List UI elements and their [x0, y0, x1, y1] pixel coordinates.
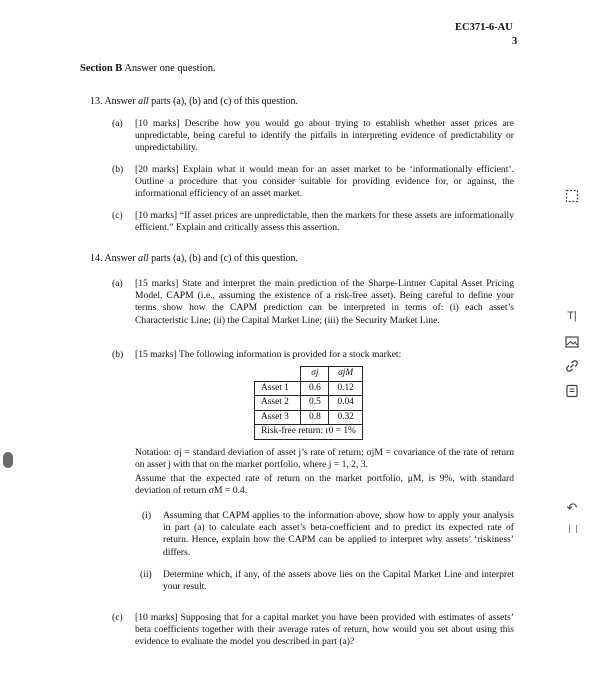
table-cell: 0.04 [329, 396, 362, 411]
page-number: 3 [512, 36, 518, 47]
subpart-label: (ii) [140, 569, 152, 580]
intro-text: parts (a), (b) and (c) of this question. [148, 253, 299, 264]
intro-text: parts (a), (b) and (c) of this question. [148, 96, 299, 107]
q13-part-b: [20 marks] Explain what it would mean for an asset market to be ‘informationally efficient’. Outline a procedure that you consider suitable for providing evidence for, or against, the informational efficiency of an asset market. [135, 164, 514, 200]
q14-part-b-i: Assuming that CAPM applies to the information above, show how to apply your analysis in part (a) to calculate each asset’s beta-coefficient and to predict its expected rate of return. Hence, explain how the CAPM can be applied to interpret why assets’ ‘riskiness’ differs. [163, 510, 514, 558]
q13-part-c: [10 marks] “If asset prices are unpredictable, then the markets for these assets are informationally efficient.” Explain and critically assess this assertion. [135, 210, 514, 234]
section-instruction: Answer one question. [124, 63, 216, 74]
table-corner [255, 367, 301, 382]
table-header-row [255, 367, 363, 382]
table-row [255, 396, 363, 411]
q13-part-a: [10 marks] Describe how you would go about trying to establish whether asset prices are unpredictable, being careful to identify the pitfalls in interpreting evidence of predictability or unpredictability. [135, 118, 514, 154]
intro-emphasis: all [138, 253, 149, 264]
toolbar-grip[interactable] [569, 525, 577, 533]
link-icon[interactable] [563, 357, 581, 375]
table-header-sigma: σj [301, 367, 329, 382]
table-row [255, 381, 363, 396]
table-row [255, 410, 363, 425]
notation-text: Notation: σj = standard deviation of asset j’s rate of return; σjM = covariance of the rate of return on asset j with that on the market portfolio, where j = 1, 2, 3. [135, 447, 514, 471]
part-label: (b) [112, 349, 124, 360]
course-code: EC371-6-AU [455, 22, 513, 33]
select-area-icon[interactable] [563, 187, 581, 205]
table-cell: Asset 1 [255, 381, 301, 396]
q14-part-c: [10 marks] Supposing that for a capital market you have been provided with estimates of assets’ beta coefficients together with their average rates of return, how would you set about using this evidence to evaluate the model you described in part (a)? [135, 612, 514, 648]
q14-part-a: [15 marks] State and interpret the main prediction of the Sharpe-Lintner Capital Asset Pricing Model, CAPM (i.e., assuming the existence of a risk-free asset). Being careful to define your terms show how the CAPM prediction can be interpreted in terms of: (i) each asset’s Characteristic Line; (ii) the Capital Market Line; (iii) the Security Market Line. [135, 278, 514, 326]
intro-emphasis: all [138, 96, 149, 107]
question-13-intro [90, 96, 298, 108]
drag-handle[interactable] [3, 452, 13, 468]
intro-text: Answer [104, 96, 139, 107]
part-label: (c) [112, 210, 123, 221]
question-number: 13. [90, 96, 103, 107]
subpart-label: (i) [142, 510, 152, 521]
assumption-text: Assume that the expected rate of return on the market portfolio, μM, is 9%, with standard deviation of return σM = 0.4. [135, 473, 514, 497]
table-row-riskfree [255, 425, 363, 440]
part-label: (b) [112, 164, 124, 175]
table-cell: 0.32 [329, 410, 362, 425]
q14-part-b: [15 marks] The following information is provided for a stock market: [135, 349, 402, 360]
asset-table [254, 366, 363, 440]
intro-text: Answer [104, 253, 139, 264]
table-cell: 0.8 [301, 410, 329, 425]
undo-icon[interactable]: ↶ [566, 500, 578, 516]
section-name: Section B [80, 63, 123, 74]
comment-icon[interactable] [563, 382, 581, 400]
q14-part-b-ii: Determine which, if any, of the assets above lies on the Capital Market Line and interpret your result. [163, 569, 514, 593]
table-cell: Risk-free return: r0 = 1% [255, 425, 363, 440]
table-cell: Asset 2 [255, 396, 301, 411]
table-cell: 0.6 [301, 381, 329, 396]
text-tool-icon[interactable]: T| [567, 309, 577, 322]
part-label: (c) [112, 612, 123, 623]
question-number: 14. [90, 253, 103, 264]
table-cell: 0.5 [301, 396, 329, 411]
table-cell: Asset 3 [255, 410, 301, 425]
question-14-intro [90, 253, 298, 265]
table-cell: 0.12 [329, 381, 362, 396]
section-heading [80, 63, 216, 75]
image-icon[interactable] [563, 333, 581, 351]
table-header-cov: σjM [329, 367, 362, 382]
part-label: (a) [112, 278, 123, 289]
part-label: (a) [112, 118, 123, 129]
